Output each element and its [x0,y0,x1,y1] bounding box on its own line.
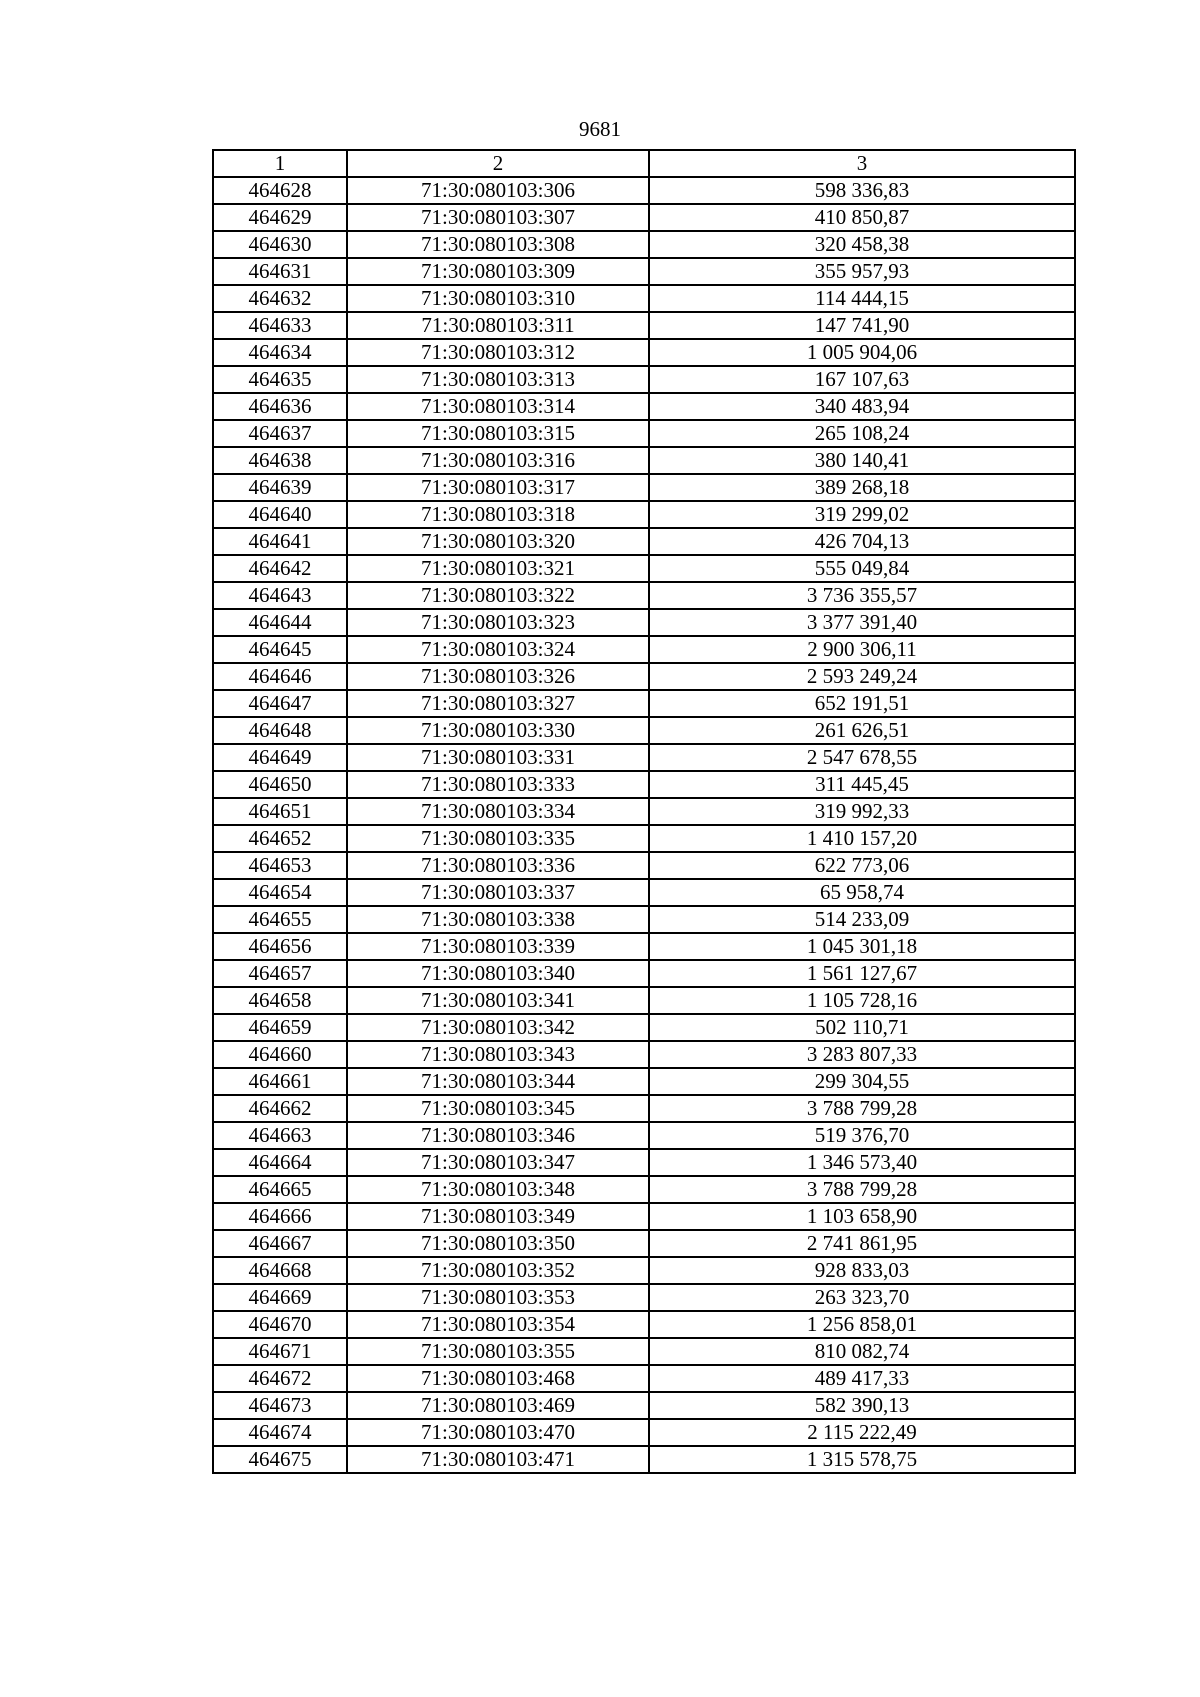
cadastral-number-cell: 71:30:080103:338 [347,906,649,933]
value-cell: 2 741 861,95 [649,1230,1075,1257]
table-row [213,609,1075,636]
row-number-cell: 464633 [213,312,347,339]
table-row [213,771,1075,798]
row-number-cell: 464651 [213,798,347,825]
table-row [213,258,1075,285]
table-row [213,501,1075,528]
table-row [213,1365,1075,1392]
cadastral-number-cell: 71:30:080103:347 [347,1149,649,1176]
cadastral-number-cell: 71:30:080103:309 [347,258,649,285]
row-number-cell: 464629 [213,204,347,231]
cadastral-number-cell: 71:30:080103:314 [347,393,649,420]
cadastral-number-cell: 71:30:080103:315 [347,420,649,447]
table-row [213,1311,1075,1338]
row-number-cell: 464643 [213,582,347,609]
cadastral-number-cell: 71:30:080103:316 [347,447,649,474]
row-number-cell: 464658 [213,987,347,1014]
cadastral-number-cell: 71:30:080103:341 [347,987,649,1014]
column-header-2: 2 [347,150,649,177]
value-cell: 1 005 904,06 [649,339,1075,366]
page-number: 9681 [579,117,621,141]
row-number-cell: 464666 [213,1203,347,1230]
value-cell: 114 444,15 [649,285,1075,312]
cadastral-number-cell: 71:30:080103:321 [347,555,649,582]
row-number-cell: 464635 [213,366,347,393]
row-number-cell: 464672 [213,1365,347,1392]
value-cell: 320 458,38 [649,231,1075,258]
row-number-cell: 464638 [213,447,347,474]
cadastral-number-cell: 71:30:080103:353 [347,1284,649,1311]
table-row [213,987,1075,1014]
table-row [213,285,1075,312]
cadastral-number-cell: 71:30:080103:307 [347,204,649,231]
value-cell: 2 115 222,49 [649,1419,1075,1446]
value-cell: 1 410 157,20 [649,825,1075,852]
register-table [212,149,1076,1474]
table-row [213,1095,1075,1122]
row-number-cell: 464645 [213,636,347,663]
value-cell: 319 992,33 [649,798,1075,825]
row-number-cell: 464657 [213,960,347,987]
value-cell: 2 547 678,55 [649,744,1075,771]
row-number-cell: 464665 [213,1176,347,1203]
row-number-cell: 464664 [213,1149,347,1176]
row-number-cell: 464644 [213,609,347,636]
value-cell: 1 256 858,01 [649,1311,1075,1338]
value-cell: 1 045 301,18 [649,933,1075,960]
value-cell: 555 049,84 [649,555,1075,582]
value-cell: 299 304,55 [649,1068,1075,1095]
table-row [213,1176,1075,1203]
row-number-cell: 464675 [213,1446,347,1473]
cadastral-number-cell: 71:30:080103:471 [347,1446,649,1473]
value-cell: 3 377 391,40 [649,609,1075,636]
table-row [213,312,1075,339]
row-number-cell: 464671 [213,1338,347,1365]
table-row [213,744,1075,771]
table-row [213,1203,1075,1230]
table-row [213,663,1075,690]
table-row [213,177,1075,204]
row-number-cell: 464655 [213,906,347,933]
cadastral-number-cell: 71:30:080103:355 [347,1338,649,1365]
value-cell: 389 268,18 [649,474,1075,501]
row-number-cell: 464649 [213,744,347,771]
row-number-cell: 464628 [213,177,347,204]
cadastral-number-cell: 71:30:080103:334 [347,798,649,825]
table-row [213,204,1075,231]
row-number-cell: 464650 [213,771,347,798]
column-header-1: 1 [213,150,347,177]
value-cell: 652 191,51 [649,690,1075,717]
row-number-cell: 464630 [213,231,347,258]
table-row [213,582,1075,609]
cadastral-number-cell: 71:30:080103:320 [347,528,649,555]
value-cell: 355 957,93 [649,258,1075,285]
value-cell: 1 315 578,75 [649,1446,1075,1473]
row-number-cell: 464641 [213,528,347,555]
cadastral-number-cell: 71:30:080103:340 [347,960,649,987]
table-row [213,798,1075,825]
value-cell: 2 900 306,11 [649,636,1075,663]
row-number-cell: 464647 [213,690,347,717]
row-number-cell: 464631 [213,258,347,285]
value-cell: 3 283 807,33 [649,1041,1075,1068]
cadastral-number-cell: 71:30:080103:348 [347,1176,649,1203]
cadastral-number-cell: 71:30:080103:335 [347,825,649,852]
cadastral-number-cell: 71:30:080103:331 [347,744,649,771]
table-row [213,1338,1075,1365]
value-cell: 1 105 728,16 [649,987,1075,1014]
row-number-cell: 464653 [213,852,347,879]
row-number-cell: 464636 [213,393,347,420]
value-cell: 410 850,87 [649,204,1075,231]
table-row [213,339,1075,366]
row-number-cell: 464674 [213,1419,347,1446]
table-row [213,1446,1075,1473]
cadastral-number-cell: 71:30:080103:346 [347,1122,649,1149]
value-cell: 147 741,90 [649,312,1075,339]
table-row [213,717,1075,744]
table-body [213,177,1075,1473]
value-cell: 263 323,70 [649,1284,1075,1311]
cadastral-number-cell: 71:30:080103:312 [347,339,649,366]
value-cell: 380 140,41 [649,447,1075,474]
row-number-cell: 464642 [213,555,347,582]
value-cell: 519 376,70 [649,1122,1075,1149]
row-number-cell: 464640 [213,501,347,528]
cadastral-number-cell: 71:30:080103:311 [347,312,649,339]
table-row [213,906,1075,933]
value-cell: 514 233,09 [649,906,1075,933]
cadastral-number-cell: 71:30:080103:327 [347,690,649,717]
row-number-cell: 464667 [213,1230,347,1257]
cadastral-number-cell: 71:30:080103:349 [347,1203,649,1230]
table-row [213,1257,1075,1284]
row-number-cell: 464662 [213,1095,347,1122]
cadastral-number-cell: 71:30:080103:313 [347,366,649,393]
table-row [213,1014,1075,1041]
cadastral-number-cell: 71:30:080103:354 [347,1311,649,1338]
table-row [213,636,1075,663]
value-cell: 265 108,24 [649,420,1075,447]
value-cell: 319 299,02 [649,501,1075,528]
table-row [213,393,1075,420]
value-cell: 426 704,13 [649,528,1075,555]
row-number-cell: 464659 [213,1014,347,1041]
table-row [213,231,1075,258]
value-cell: 489 417,33 [649,1365,1075,1392]
value-cell: 928 833,03 [649,1257,1075,1284]
row-number-cell: 464670 [213,1311,347,1338]
cadastral-number-cell: 71:30:080103:344 [347,1068,649,1095]
cadastral-number-cell: 71:30:080103:322 [347,582,649,609]
table-row [213,1068,1075,1095]
cadastral-number-cell: 71:30:080103:326 [347,663,649,690]
table-row [213,960,1075,987]
cadastral-number-cell: 71:30:080103:469 [347,1392,649,1419]
header-row [213,150,1075,177]
cadastral-number-cell: 71:30:080103:470 [347,1419,649,1446]
cadastral-number-cell: 71:30:080103:343 [347,1041,649,1068]
cadastral-number-cell: 71:30:080103:318 [347,501,649,528]
cadastral-number-cell: 71:30:080103:324 [347,636,649,663]
table-row [213,852,1075,879]
cadastral-number-cell: 71:30:080103:310 [347,285,649,312]
value-cell: 1 103 658,90 [649,1203,1075,1230]
table-row [213,420,1075,447]
row-number-cell: 464648 [213,717,347,744]
table-row [213,366,1075,393]
value-cell: 1 561 127,67 [649,960,1075,987]
value-cell: 2 593 249,24 [649,663,1075,690]
table-row [213,1392,1075,1419]
row-number-cell: 464656 [213,933,347,960]
value-cell: 598 336,83 [649,177,1075,204]
cadastral-number-cell: 71:30:080103:333 [347,771,649,798]
column-header-3: 3 [649,150,1075,177]
cadastral-number-cell: 71:30:080103:468 [347,1365,649,1392]
row-number-cell: 464652 [213,825,347,852]
table-row [213,879,1075,906]
cadastral-number-cell: 71:30:080103:350 [347,1230,649,1257]
row-number-cell: 464673 [213,1392,347,1419]
table-row [213,528,1075,555]
row-number-cell: 464668 [213,1257,347,1284]
value-cell: 3 788 799,28 [649,1176,1075,1203]
row-number-cell: 464663 [213,1122,347,1149]
table-row [213,1041,1075,1068]
row-number-cell: 464654 [213,879,347,906]
row-number-cell: 464646 [213,663,347,690]
value-cell: 167 107,63 [649,366,1075,393]
cadastral-number-cell: 71:30:080103:330 [347,717,649,744]
value-cell: 261 626,51 [649,717,1075,744]
row-number-cell: 464639 [213,474,347,501]
cadastral-number-cell: 71:30:080103:306 [347,177,649,204]
value-cell: 3 788 799,28 [649,1095,1075,1122]
table-row [213,690,1075,717]
table-row [213,825,1075,852]
cadastral-number-cell: 71:30:080103:342 [347,1014,649,1041]
row-number-cell: 464661 [213,1068,347,1095]
value-cell: 502 110,71 [649,1014,1075,1041]
table-row [213,1149,1075,1176]
row-number-cell: 464632 [213,285,347,312]
table-row [213,555,1075,582]
row-number-cell: 464660 [213,1041,347,1068]
value-cell: 1 346 573,40 [649,1149,1075,1176]
cadastral-number-cell: 71:30:080103:336 [347,852,649,879]
row-number-cell: 464637 [213,420,347,447]
table-row [213,1419,1075,1446]
value-cell: 65 958,74 [649,879,1075,906]
cadastral-number-cell: 71:30:080103:337 [347,879,649,906]
table-header [213,150,1075,177]
cadastral-number-cell: 71:30:080103:352 [347,1257,649,1284]
cadastral-number-cell: 71:30:080103:339 [347,933,649,960]
table-row [213,474,1075,501]
cadastral-number-cell: 71:30:080103:308 [347,231,649,258]
row-number-cell: 464669 [213,1284,347,1311]
value-cell: 3 736 355,57 [649,582,1075,609]
table-row [213,447,1075,474]
value-cell: 340 483,94 [649,393,1075,420]
value-cell: 810 082,74 [649,1338,1075,1365]
cadastral-number-cell: 71:30:080103:317 [347,474,649,501]
row-number-cell: 464634 [213,339,347,366]
table-row [213,1284,1075,1311]
value-cell: 311 445,45 [649,771,1075,798]
table-row [213,933,1075,960]
cadastral-number-cell: 71:30:080103:345 [347,1095,649,1122]
cadastral-number-cell: 71:30:080103:323 [347,609,649,636]
table-row [213,1230,1075,1257]
value-cell: 622 773,06 [649,852,1075,879]
table-row [213,1122,1075,1149]
value-cell: 582 390,13 [649,1392,1075,1419]
